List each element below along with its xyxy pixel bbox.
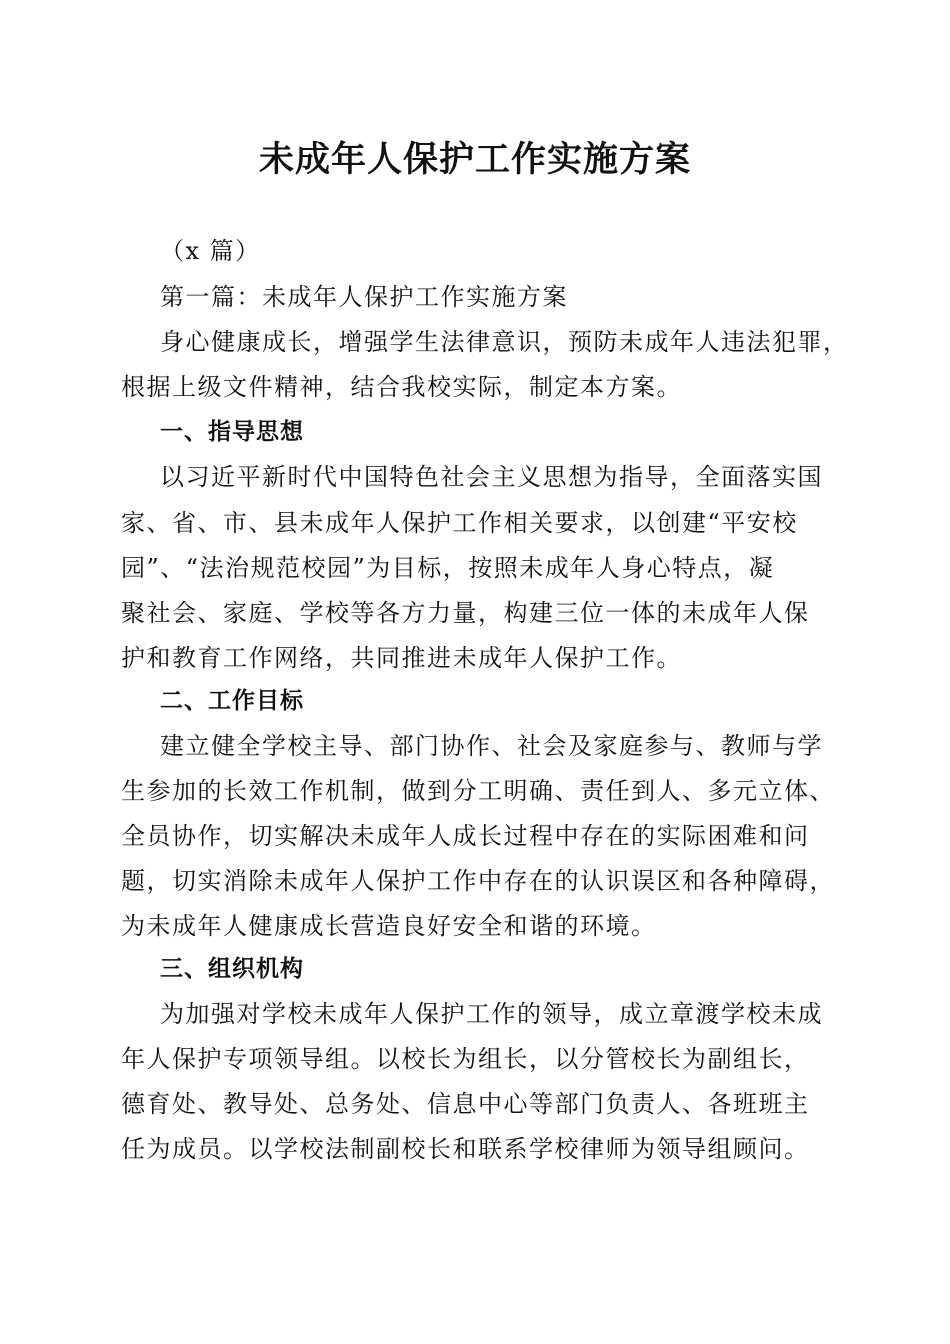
paragraph-line: 聚社会、家庭、学校等各方力量，构建三位一体的未成年人保 [121,599,810,627]
paragraph-line: 德育处、教导处、总务处、信息中心等部门负责人、各班班主 [121,1090,810,1118]
intro-line: 身心健康成长，增强学生法律意识，预防未成年人违法犯罪， [160,328,849,356]
paragraph-line: 为未成年人健康成长营造良好安全和谐的环境。 [121,912,657,940]
intro-line: 根据上级文件精神，结合我校实际，制定本方案。 [121,373,682,401]
paragraph-line: 园”、“法治规范校园”为目标，按照未成年人身心特点，凝 [121,554,775,582]
paragraph-line: 护和教育工作网络，共同推进未成年人保护工作。 [121,644,682,672]
paragraph-line: 为加强对学校未成年人保护工作的领导，成立章渡学校未成 [160,1000,823,1028]
paragraph-line: 任为成员。以学校法制副校长和联系学校律师为领导组顾问。 [121,1135,810,1163]
section-heading-work-goals: 二、工作目标 [160,688,304,714]
paragraph-line: 建立健全学校主导、部门协作、社会及家庭参与、教师与学 [160,732,823,760]
paragraph-line: 全员协作，切实解决未成年人成长过程中存在的实际困难和问 [121,822,810,850]
section-heading-guiding-ideology: 一、指导思想 [160,419,304,445]
paragraph-line: 生参加的长效工作机制，做到分工明确、责任到人、多元立体、 [121,777,835,805]
section-heading-organization: 三、组织机构 [160,956,304,982]
document-title: 未成年人保护工作实施方案 [258,139,691,180]
paragraph-line: 家、省、市、县未成年人保护工作相关要求，以创建“平安校 [121,509,798,537]
section-note: （x 篇） [160,237,261,265]
paragraph-line: 年人保护专项领导组。以校长为组长，以分管校长为副组长， [121,1045,810,1073]
part-title: 第一篇：未成年人保护工作实施方案 [160,283,568,311]
paragraph-line: 以习近平新时代中国特色社会主义思想为指导，全面落实国 [160,463,823,491]
paragraph-line: 题，切实消除未成年人保护工作中存在的认识误区和各种障碍， [121,867,835,895]
